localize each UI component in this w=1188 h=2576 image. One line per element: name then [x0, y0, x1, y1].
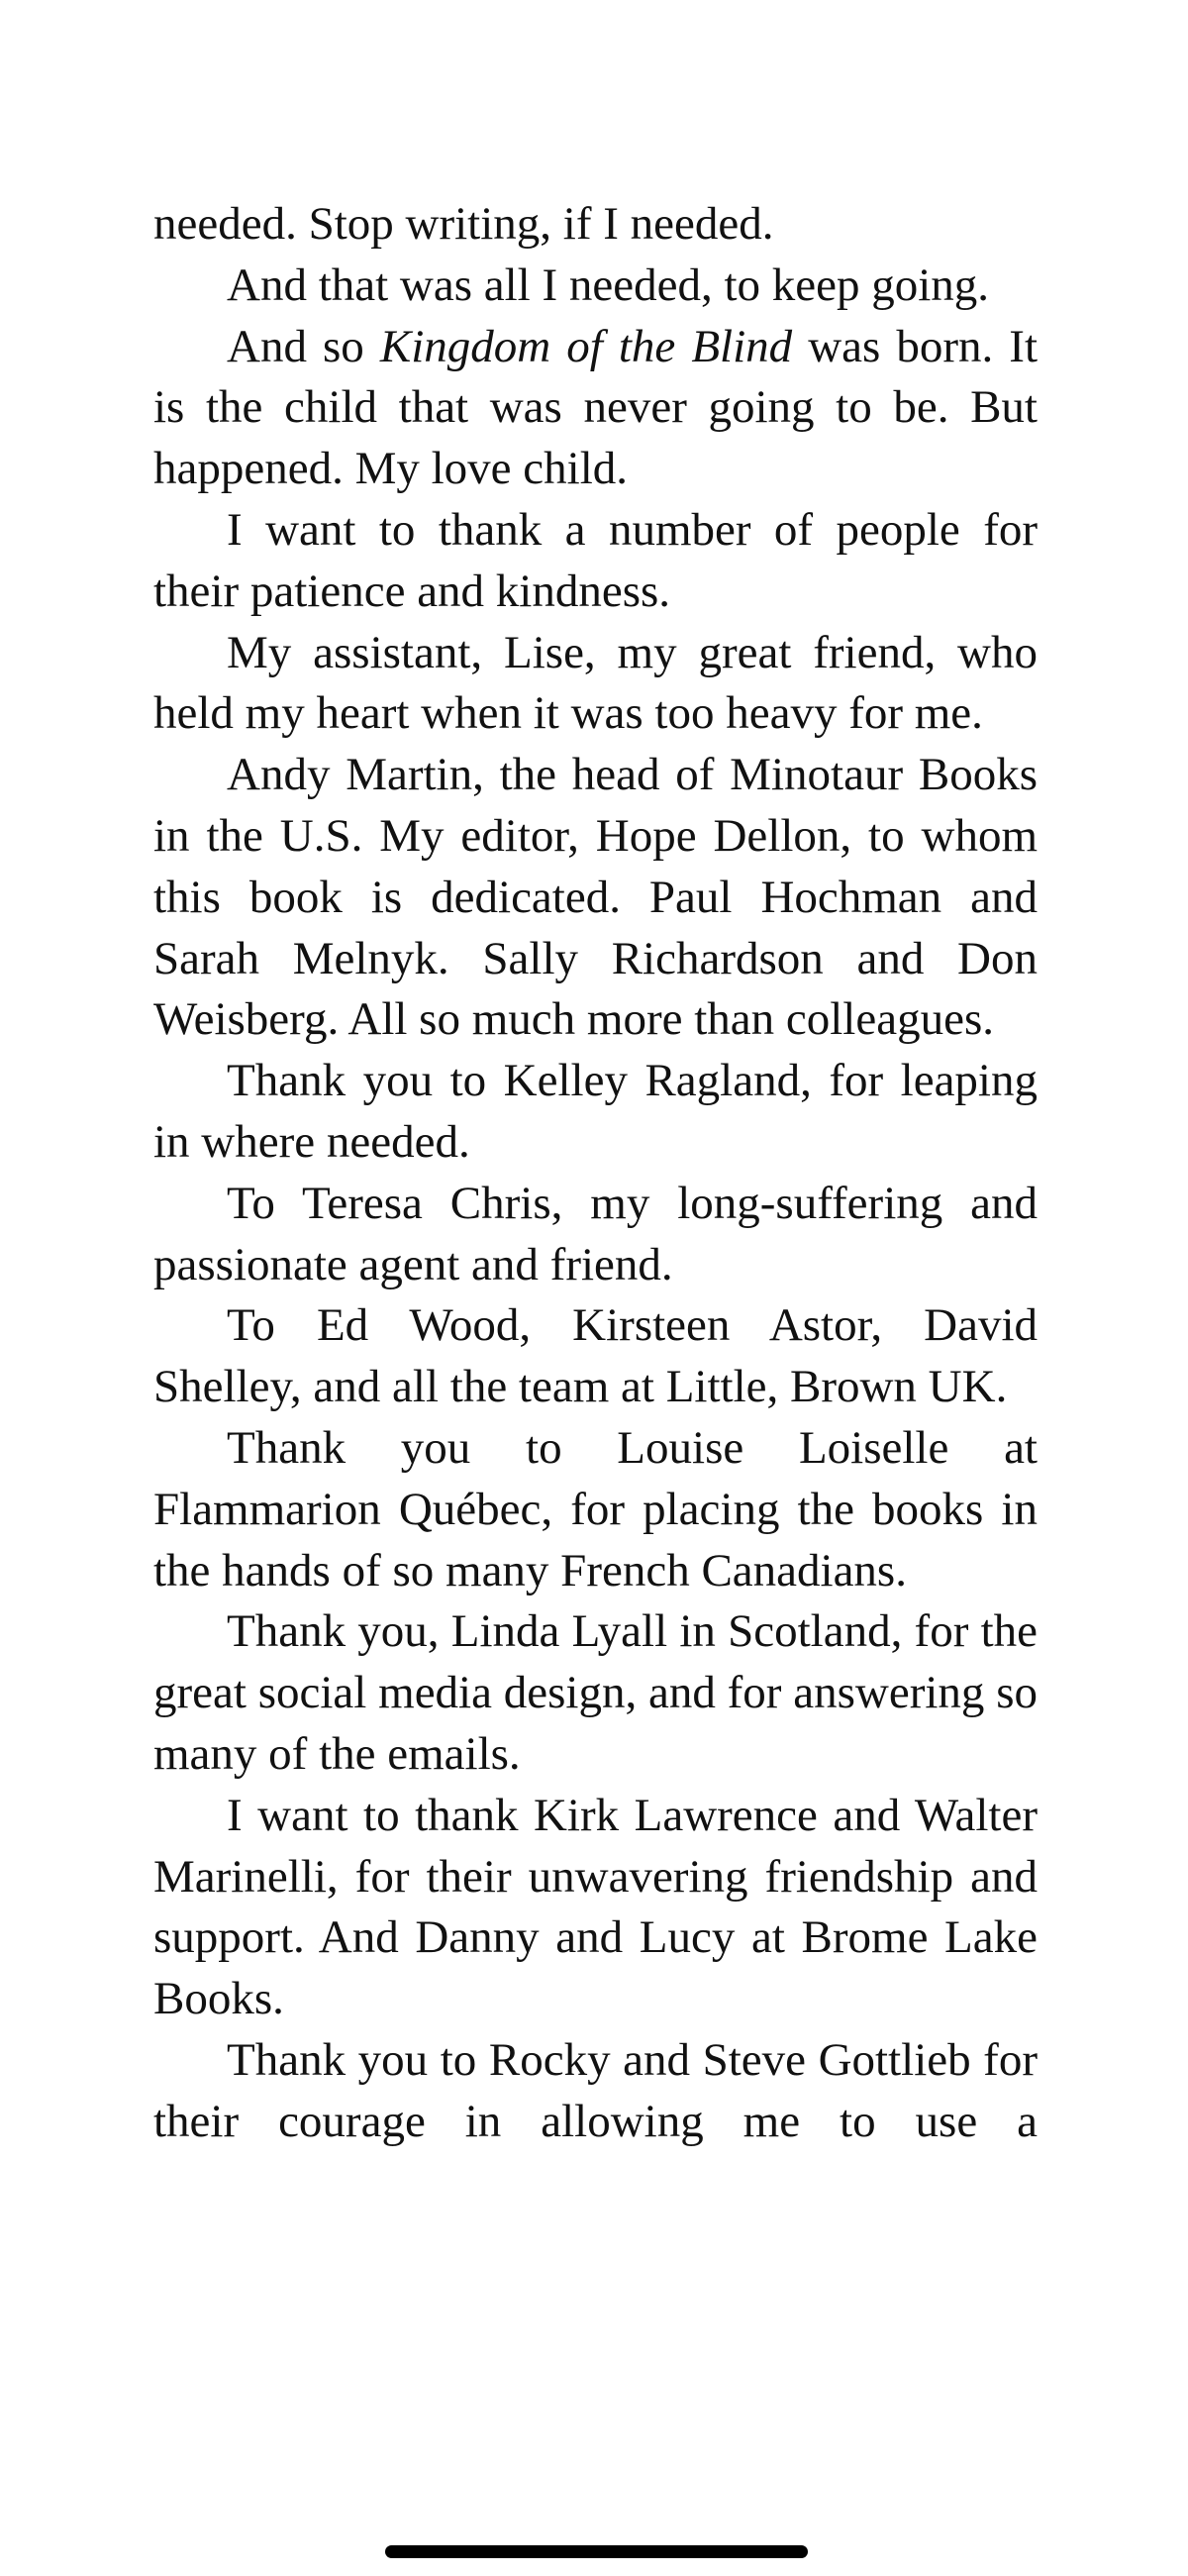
- paragraph-10: Thank you to Louise Loiselle at Flammarion Québec, for placing the books in the hands of so many French Canadians.: [153, 1421, 1038, 1597]
- paragraph-3-lead: And so: [227, 320, 380, 372]
- paragraph-6: Andy Martin, the head of Minotaur Books in the U.S. My editor, Hope Dellon, to whom this book is dedicated. Paul Hochman and Sarah Melnyk. Sally Richardson and Don Weisberg. All so much more than colleagues.: [153, 749, 1038, 1046]
- paragraph-8: To Teresa Chris, my long-suffering and passionate agent and friend.: [153, 1177, 1038, 1290]
- book-title-italic: Kingdom of the Blind: [379, 320, 793, 372]
- paragraph-11: Thank you, Linda Lyall in Scotland, for the great social media design, and for answering so many of the emails.: [153, 1605, 1038, 1780]
- paragraph-3: [153, 317, 1038, 500]
- home-indicator[interactable]: [385, 2545, 808, 2558]
- paragraph-3-rest: was born. It is the child that was never going to be. But happened. My love child.: [153, 320, 1039, 495]
- paragraph-4: I want to thank a number of people for their patience and kindness.: [153, 503, 1038, 617]
- paragraph-1: needed. Stop writing, if I needed.: [153, 198, 774, 250]
- paragraph-9: To Ed Wood, Kirsteen Astor, David Shelley, and all the team at Little, Brown UK.: [153, 1299, 1038, 1413]
- paragraph-12: I want to thank Kirk Lawrence and Walter Marinelli, for their unwavering friendship and support. And Danny and Lucy at Brome Lake Books.: [153, 1789, 1038, 2025]
- acknowledgements-text: [153, 194, 1038, 2153]
- paragraph-5: My assistant, Lise, my great friend, who held my heart when it was too heavy for me.: [153, 626, 1038, 740]
- reader-page[interactable]: [153, 194, 1038, 2153]
- paragraph-13: Thank you to Rocky and Steve Gottlieb for their courage in allowing me to use a: [153, 2033, 1038, 2147]
- paragraph-2: And that was all I needed, to keep going.: [227, 258, 990, 311]
- paragraph-7: Thank you to Kelley Ragland, for leaping in where needed.: [153, 1055, 1038, 1168]
